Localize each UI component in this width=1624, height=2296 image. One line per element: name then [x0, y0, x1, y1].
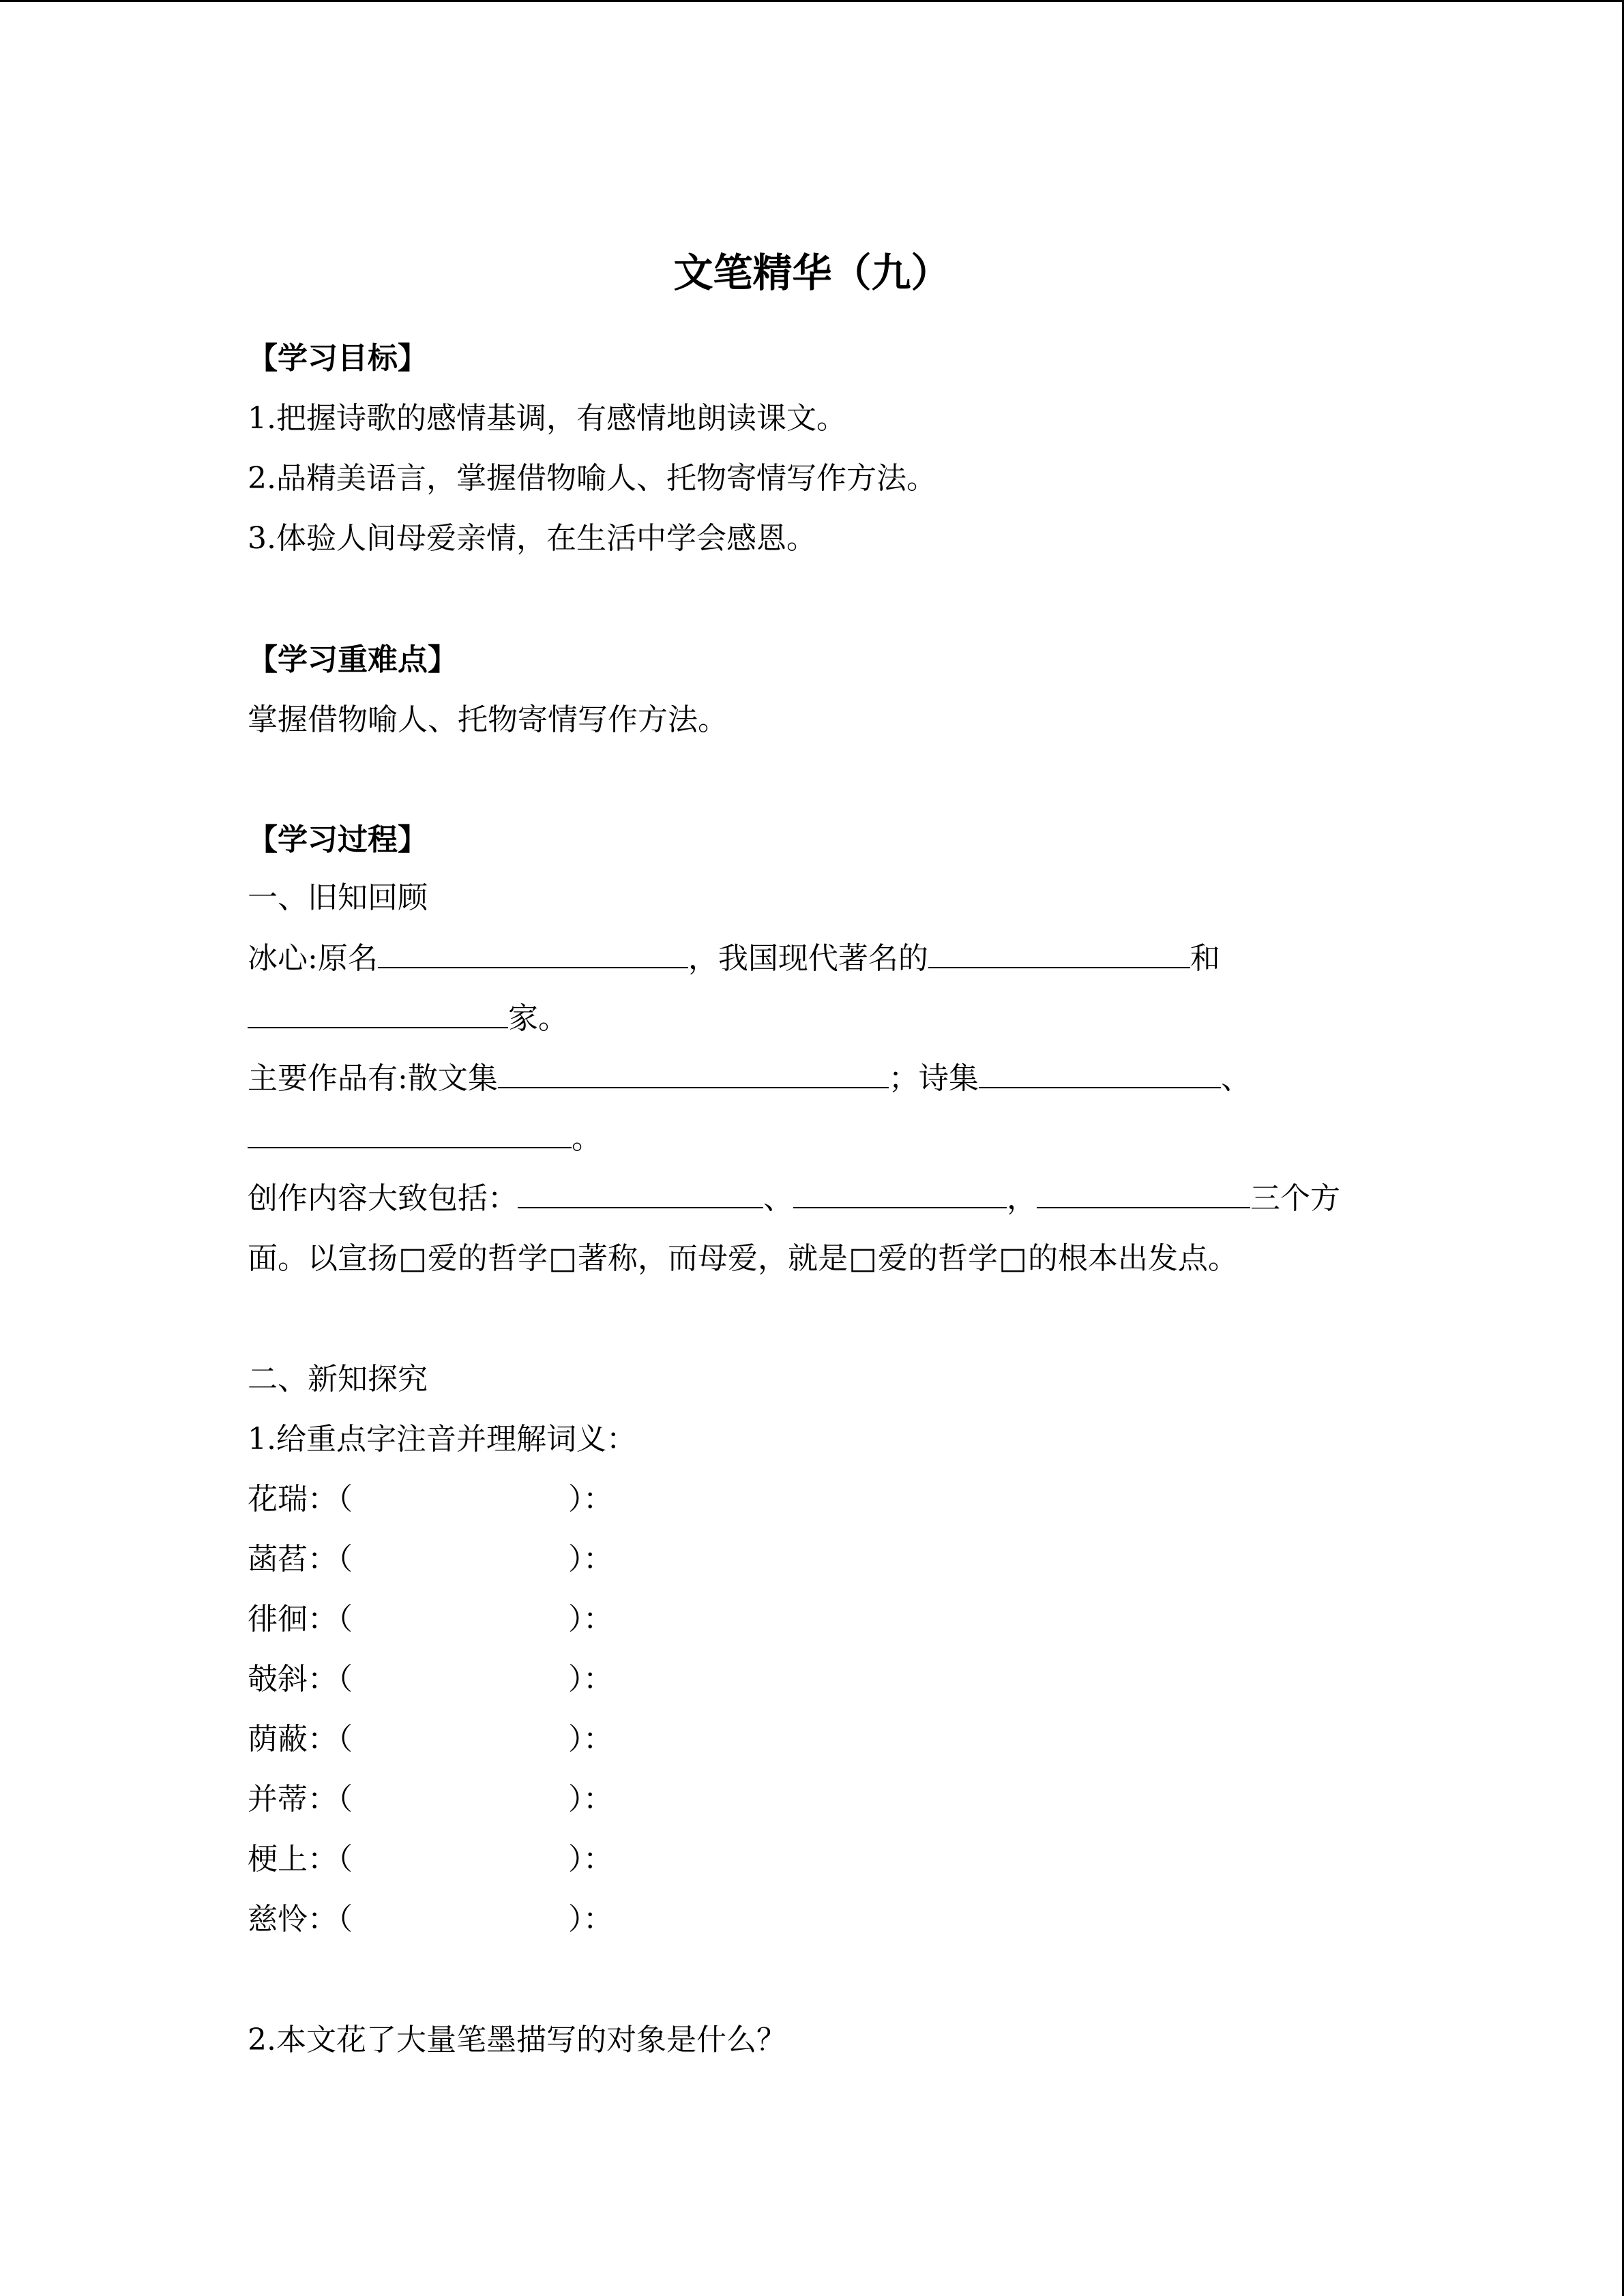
bingxin-original-name-label: 冰心:原名 [248, 941, 378, 976]
content-blank-1[interactable] [518, 1178, 763, 1208]
poetry-collection-blank-1[interactable] [979, 1058, 1221, 1088]
works-poetry-label: ；诗集 [888, 1061, 979, 1096]
famous-role-blank-2[interactable] [248, 998, 508, 1028]
missing-glyph-2: □ [548, 1241, 577, 1276]
vocab-row [248, 1657, 613, 1702]
content-three-aspects: 三个方 [1250, 1181, 1340, 1216]
vocab-open-paren: （ [338, 1662, 353, 1697]
vocab-word: 菡萏 [248, 1542, 308, 1577]
page-title: 文笔精华（九） [673, 250, 951, 296]
content-line2-part-e: 的根本出发点。 [1028, 1241, 1238, 1276]
vocab-colon: ： [308, 1542, 338, 1577]
vocab-close-paren: ）： [568, 1662, 613, 1697]
vocab-word: 慈怜 [248, 1902, 308, 1937]
original-name-blank[interactable] [378, 938, 688, 968]
vocab-close-paren: ）： [568, 1482, 613, 1517]
vocab-word: 梗上 [248, 1842, 308, 1877]
vocab-close-paren: ）： [568, 1902, 613, 1937]
section2-title: 二、新知探究 [248, 1362, 428, 1397]
content-blank-2[interactable] [793, 1178, 1007, 1208]
content-line2-part-b: 爱的哲学 [428, 1241, 548, 1276]
vocab-close-paren: ）： [568, 1722, 613, 1757]
missing-glyph-3: □ [848, 1241, 877, 1276]
process-heading: 【学习过程】 [248, 822, 428, 857]
vocab-open-paren: （ [338, 1542, 353, 1577]
works-prose-label: 主要作品有:散文集 [248, 1061, 498, 1096]
vocab-row [248, 1777, 613, 1822]
content-sep-1: 、 [763, 1181, 793, 1216]
bingxin-line-1 [248, 936, 1220, 981]
content-line2-part-c: 著称，而母爱，就是 [578, 1241, 848, 1276]
section1-title: 一、旧知回顾 [248, 880, 428, 915]
vocab-word: 荫蔽 [248, 1722, 308, 1757]
bingxin-line-2 [248, 996, 568, 1041]
vocab-colon: ： [308, 1902, 338, 1937]
vocab-word: 花瑞 [248, 1482, 308, 1517]
vocab-open-paren: （ [338, 1782, 353, 1817]
bingxin-and-label: 和 [1190, 941, 1220, 976]
missing-glyph-1: □ [398, 1241, 427, 1276]
vocab-row [248, 1597, 613, 1642]
objective-item-3: 3.体验人间母爱亲情，在生活中学会感恩。 [248, 521, 816, 556]
vocab-colon: ： [308, 1842, 338, 1877]
vocab-open-paren: （ [338, 1902, 353, 1937]
vocab-close-paren: ）： [568, 1842, 613, 1877]
works-separator: 、 [1220, 1061, 1251, 1096]
vocab-row [248, 1477, 613, 1522]
bingxin-jia-label: 家。 [508, 1001, 568, 1036]
vocab-open-paren: （ [338, 1722, 353, 1757]
vocab-close-paren: ）： [568, 1782, 613, 1817]
vocab-colon: ： [308, 1602, 338, 1637]
missing-glyph-4: □ [999, 1241, 1027, 1276]
content-line-1 [248, 1176, 1340, 1221]
works-period: 。 [572, 1121, 602, 1156]
works-line-1 [248, 1056, 1251, 1101]
vocab-open-paren: （ [338, 1482, 353, 1517]
objective-item-2: 2.品精美语言，掌握借物喻人、托物寄情写作方法。 [248, 461, 936, 496]
vocab-close-paren: ）： [568, 1602, 613, 1637]
vocab-row [248, 1537, 613, 1582]
vocab-colon: ： [308, 1722, 338, 1757]
section2-question-1: 1.给重点字注音并理解词义： [248, 1422, 636, 1457]
prose-collection-blank[interactable] [498, 1058, 889, 1088]
content-label: 创作内容大致包括： [248, 1181, 518, 1216]
content-line-2 [248, 1236, 1238, 1281]
vocab-row [248, 1897, 613, 1942]
vocab-colon: ： [308, 1782, 338, 1817]
vocab-colon: ： [308, 1662, 338, 1697]
vocab-row [248, 1837, 613, 1882]
vocab-row [248, 1717, 613, 1762]
vocab-word: 并蒂 [248, 1782, 308, 1817]
objective-item-1: 1.把握诗歌的感情基调，有感情地朗读课文。 [248, 401, 846, 436]
vocab-open-paren: （ [338, 1842, 353, 1877]
famous-role-blank-1[interactable] [928, 938, 1190, 968]
vocab-colon: ： [308, 1482, 338, 1517]
objectives-heading: 【学习目标】 [248, 341, 428, 376]
vocab-close-paren: ）： [568, 1542, 613, 1577]
vocab-word: 攲斜 [248, 1662, 308, 1697]
content-line2-part-d: 爱的哲学 [878, 1241, 998, 1276]
key-points-text: 掌握借物喻人、托物寄情写作方法。 [248, 702, 728, 737]
works-line-2 [248, 1116, 602, 1161]
vocab-open-paren: （ [338, 1602, 353, 1637]
key-points-heading: 【学习重难点】 [248, 642, 458, 677]
vocab-word: 徘徊 [248, 1602, 308, 1637]
page-border-top [0, 0, 1624, 2]
section2-question-2: 2.本文花了大量笔墨描写的对象是什么？ [248, 2023, 786, 2057]
content-line2-part-a: 面。以宣扬 [248, 1241, 398, 1276]
poetry-collection-blank-2[interactable] [248, 1118, 572, 1148]
bingxin-famous-label: ，我国现代著名的 [688, 941, 928, 976]
content-sep-2: ， [1007, 1181, 1037, 1216]
content-blank-3[interactable] [1037, 1178, 1250, 1208]
